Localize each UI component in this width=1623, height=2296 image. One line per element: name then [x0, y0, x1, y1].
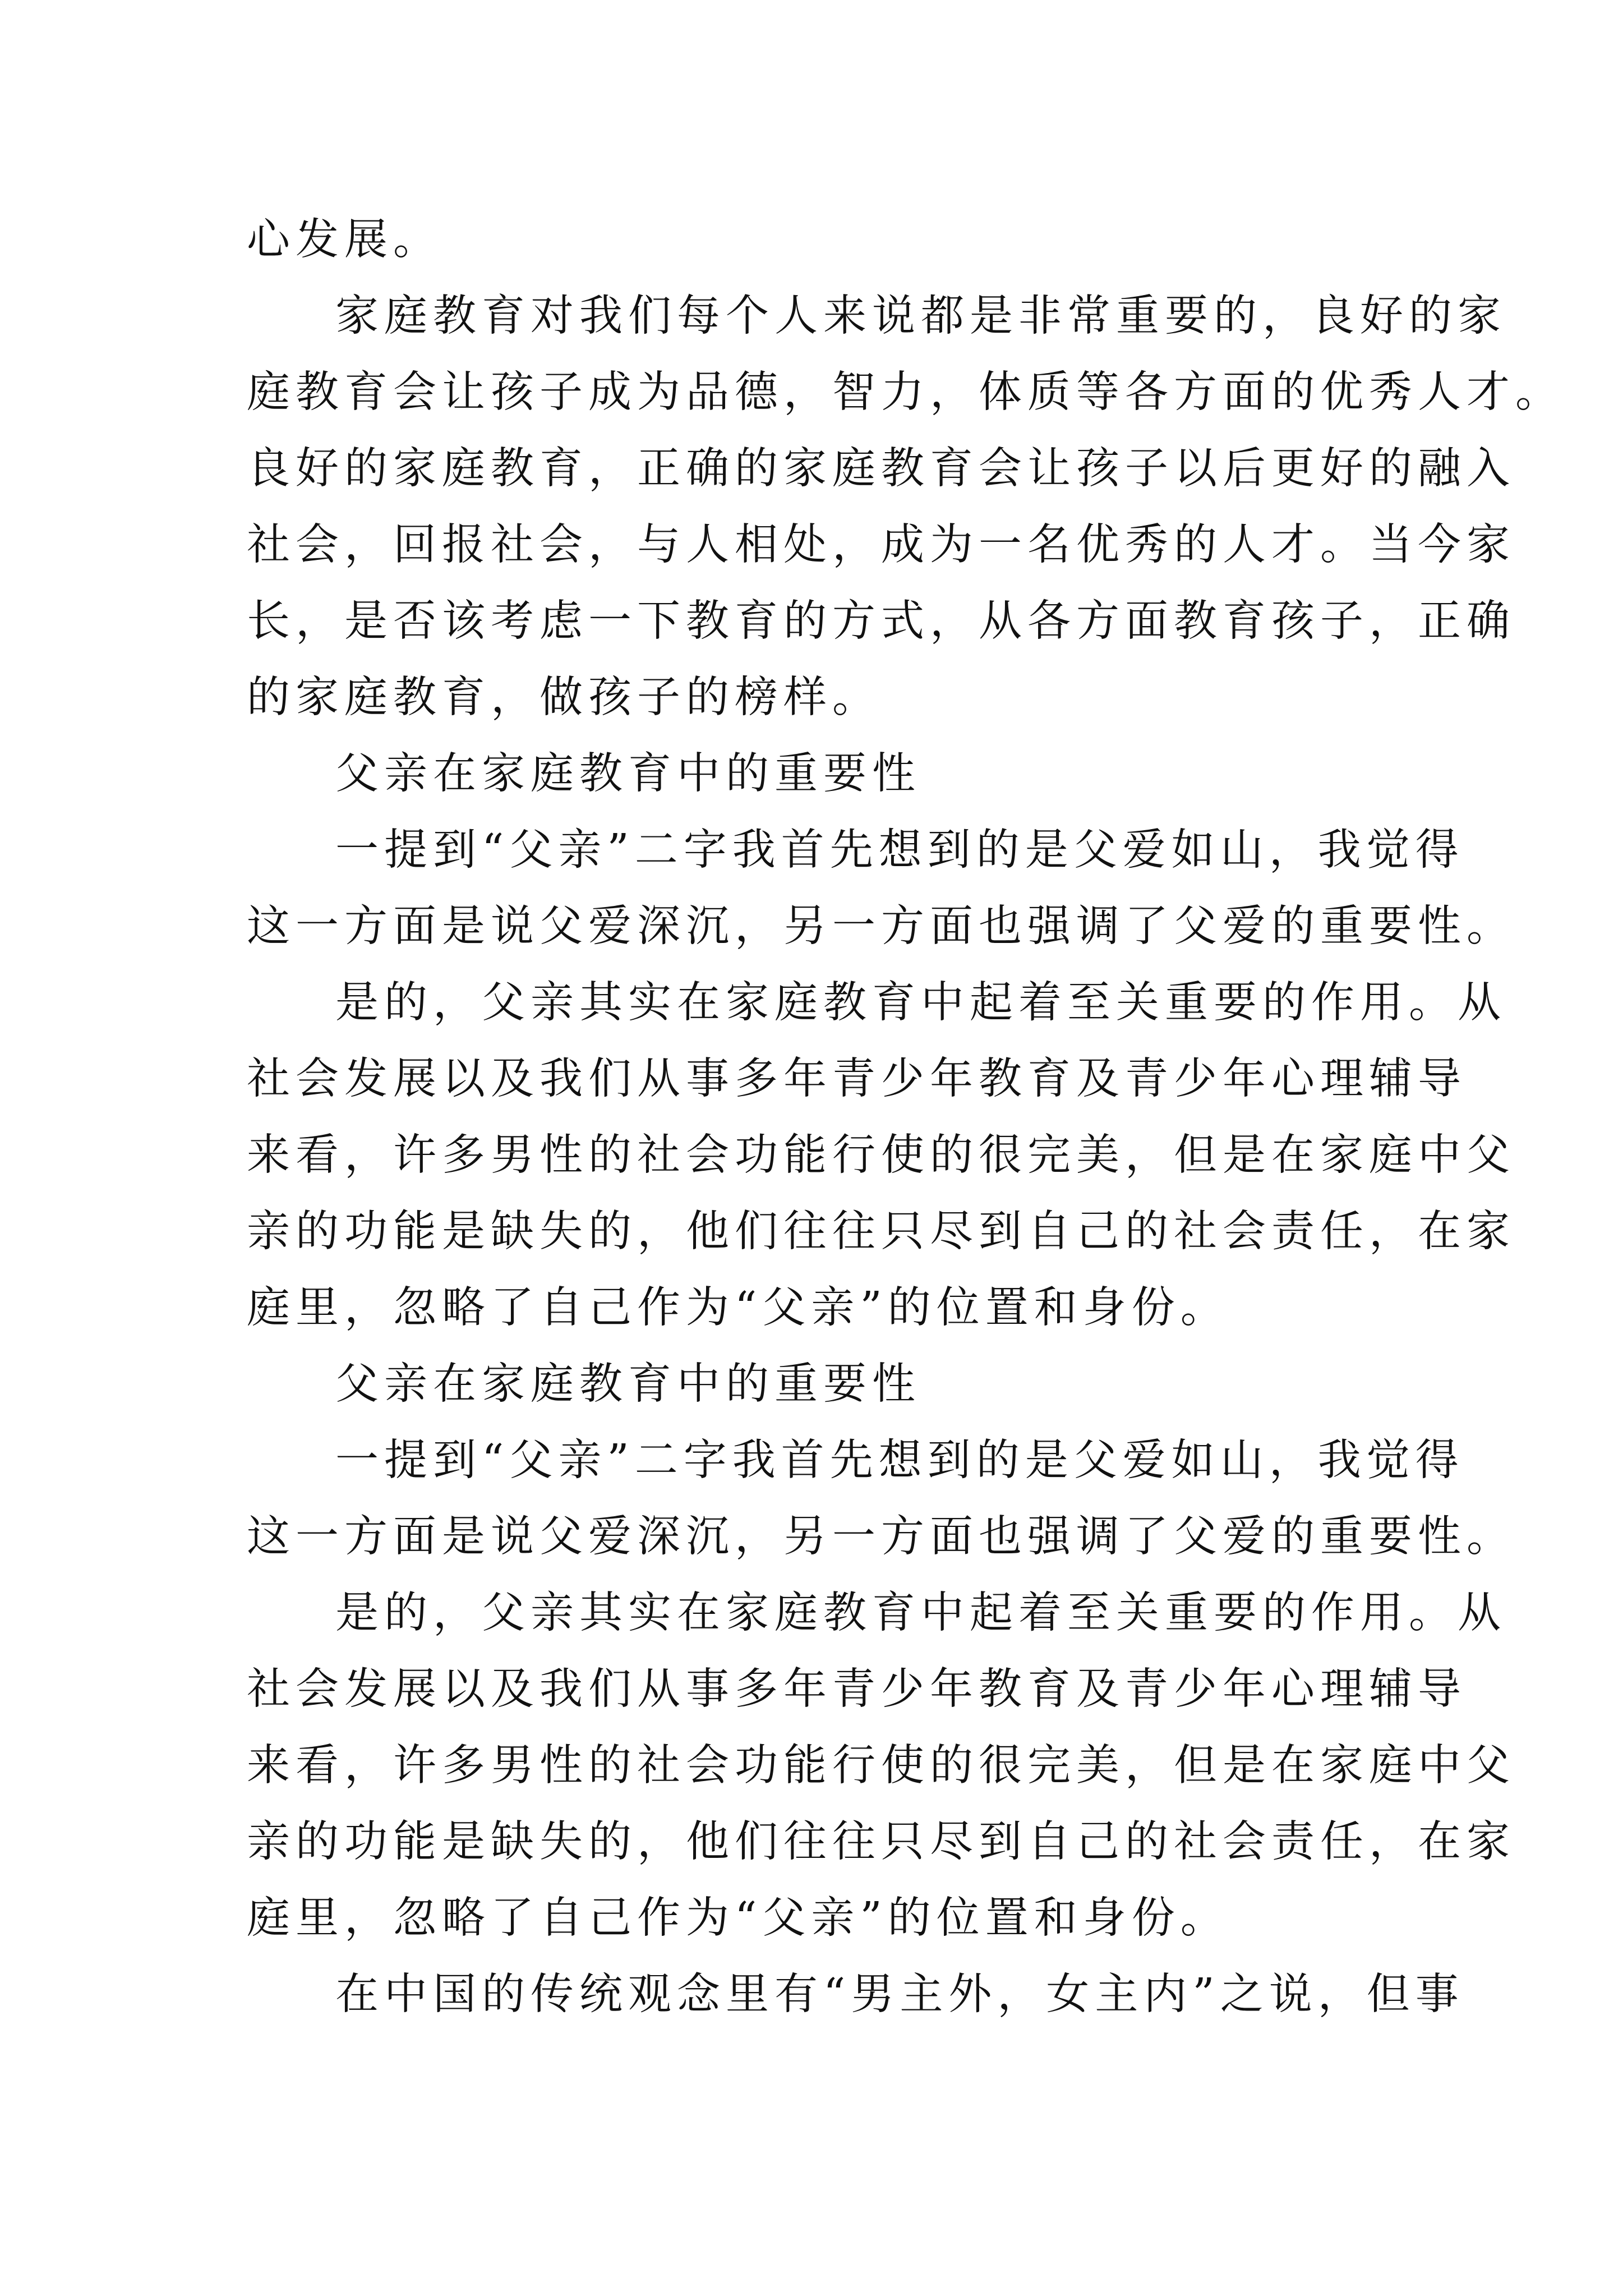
section-heading: 父亲在家庭教育中的重要性	[335, 749, 921, 799]
text-line: 社会发展以及我们从事多年青少年教育及青少年心理辅导	[247, 1664, 1467, 1714]
text-line: 心发展。	[247, 215, 442, 265]
document-body	[247, 202, 1564, 2033]
paragraph-first-line: 一提到“父亲”二字我首先想到的是父爱如山，我觉得	[335, 825, 1464, 875]
text-line: 良好的家庭教育，正确的家庭教育会让孩子以后更好的融入	[247, 444, 1515, 494]
text-line: 社会，回报社会，与人相处，成为一名优秀的人才。当今家	[247, 520, 1515, 570]
text-line: 来看，许多男性的社会功能行使的很完美，但是在家庭中父	[247, 1130, 1515, 1180]
text-line: 庭教育会让孩子成为品德，智力，体质等各方面的优秀人才。	[247, 367, 1564, 417]
text-line: 长，是否该考虑一下教育的方式，从各方面教育孩子，正确	[247, 596, 1515, 646]
text-line: 来看，许多男性的社会功能行使的很完美，但是在家庭中父	[247, 1741, 1515, 1791]
text-line: 的家庭教育，做孩子的榜样。	[247, 673, 881, 723]
paragraph-first-line: 家庭教育对我们每个人来说都是非常重要的，良好的家	[335, 291, 1506, 341]
text-line: 庭里，忽略了自己作为“父亲”的位置和身份。	[247, 1893, 1229, 1943]
text-line: 社会发展以及我们从事多年青少年教育及青少年心理辅导	[247, 1054, 1467, 1104]
text-line: 亲的功能是缺失的，他们往往只尽到自己的社会责任，在家	[247, 1207, 1515, 1257]
text-line: 庭里，忽略了自己作为“父亲”的位置和身份。	[247, 1283, 1229, 1333]
text-line: 这一方面是说父爱深沉，另一方面也强调了父爱的重要性。	[247, 1512, 1515, 1562]
paragraph-first-line: 是的，父亲其实在家庭教育中起着至关重要的作用。从	[335, 1588, 1506, 1638]
paragraph-first-line: 一提到“父亲”二字我首先想到的是父爱如山，我觉得	[335, 1435, 1464, 1485]
text-line: 这一方面是说父爱深沉，另一方面也强调了父爱的重要性。	[247, 901, 1515, 951]
paragraph-first-line: 在中国的传统观念里有“男主外，女主内”之说，但事	[335, 1970, 1464, 2019]
section-heading: 父亲在家庭教育中的重要性	[335, 1359, 921, 1409]
text-line: 亲的功能是缺失的，他们往往只尽到自己的社会责任，在家	[247, 1817, 1515, 1867]
paragraph-first-line: 是的，父亲其实在家庭教育中起着至关重要的作用。从	[335, 978, 1506, 1028]
